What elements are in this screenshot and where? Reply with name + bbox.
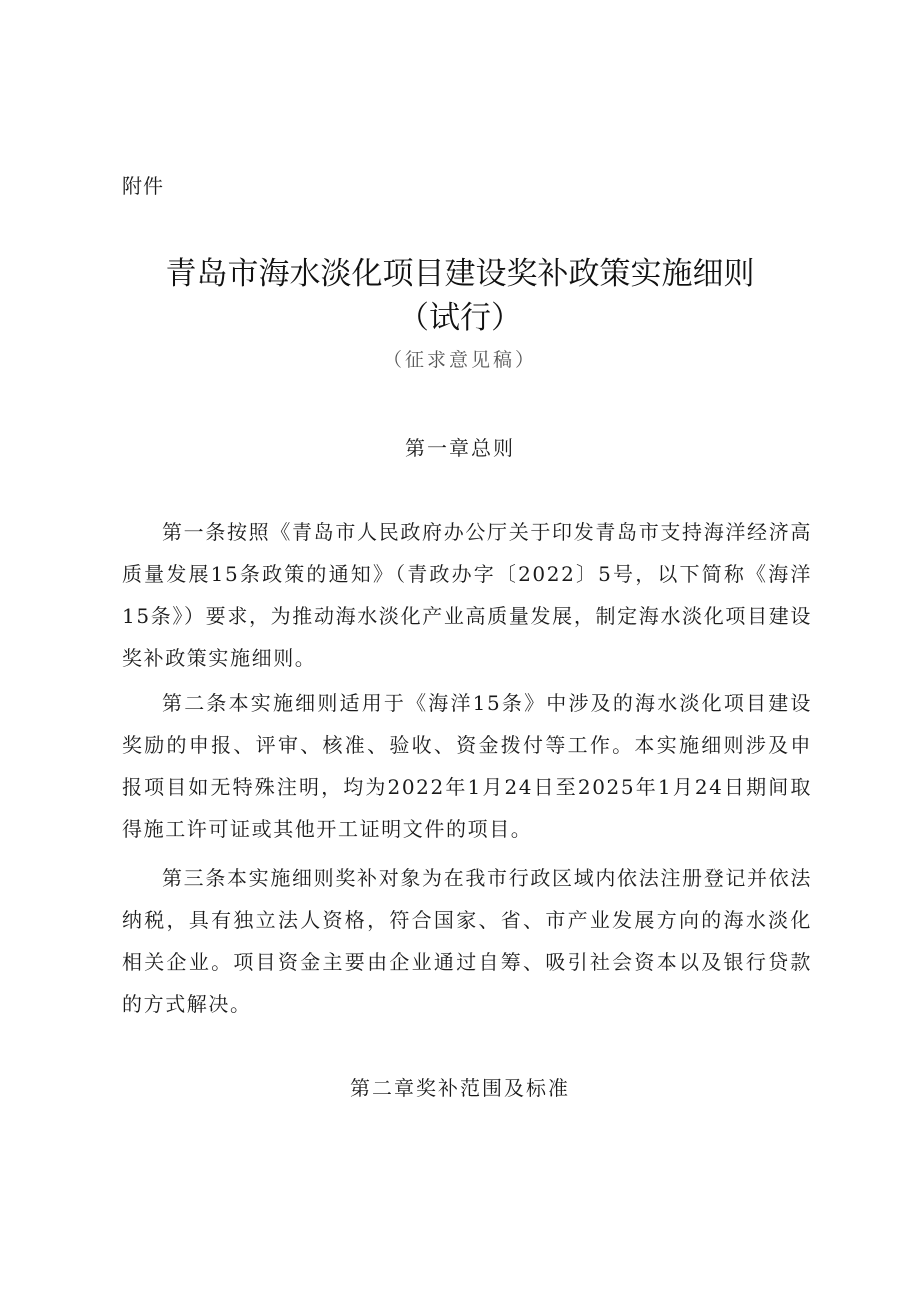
chapter-heading: 第二章奖补范围及标准 — [350, 1076, 570, 1100]
document-title-trial: （试行） — [398, 300, 522, 336]
article-paragraph: 第三条本实施细则奖补对象为在我市行政区域内依法注册登记并依法纳税，具有独立法人资格，符合国家、省、市产业发展方向的海水淡化相关企业。项目资金主要由企业通过自筹、吸引社会资本以及银行贷款的方式解决。 — [122, 866, 812, 1016]
attachment-label: 附件 — [122, 174, 164, 198]
document-title: 青岛市海水淡化项目建设奖补政策实施细则 — [165, 256, 755, 292]
article-paragraph: 第二条本实施细则适用于《海洋15条》中涉及的海水淡化项目建设奖励的申报、评审、核准、验收、资金拨付等工作。本实施细则涉及申报项目如无特殊注明，均为2022年1月24日至2025年1月24日期间取得施工许可证或其他开工证明文件的项目。 — [122, 691, 812, 841]
chapter-heading: 第一章总则 — [405, 436, 515, 460]
draft-subtitle: （征求意见稿） — [382, 349, 537, 371]
article-paragraph: 第一条按照《青岛市人民政府办公厅关于印发青岛市支持海洋经济高质量发展15条政策的通知》（青政办字〔2022〕5号，以下简称《海洋15条》）要求，为推动海水淡化产业高质量发展，制定海水淡化项目建设奖补政策实施细则。 — [122, 520, 812, 670]
